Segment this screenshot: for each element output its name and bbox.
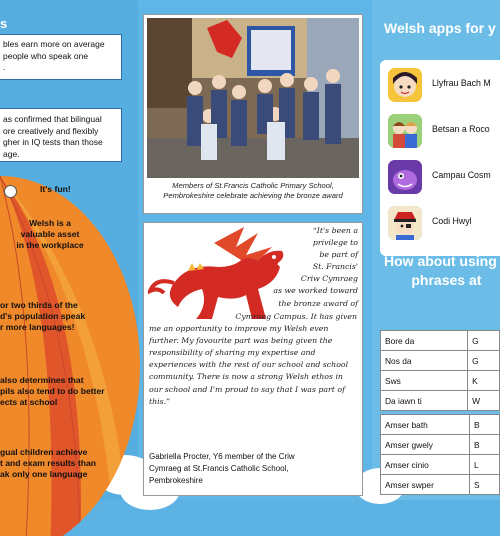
fact-line: d's population speak xyxy=(0,311,86,321)
left-column-title: s xyxy=(0,16,8,31)
quote-line: responsibility of sharing my expertise and xyxy=(149,348,316,358)
fact-line: t and exam results than xyxy=(0,458,96,468)
english-phrase: G xyxy=(468,331,500,351)
quote-line: Criw Cymraeg xyxy=(300,274,358,284)
box-line: people who speak one xyxy=(3,50,89,61)
english-phrase: L xyxy=(469,455,499,475)
welsh-phrase: Amser gwely xyxy=(381,435,470,455)
fact-line: also determines that xyxy=(0,375,84,385)
table-row xyxy=(381,391,500,411)
welsh-phrase: Da iawn ti xyxy=(381,391,468,411)
title-line: phrases at xyxy=(411,272,482,288)
box-line: as confirmed that bilingual xyxy=(3,114,102,124)
bilingual-earnings-box xyxy=(0,34,122,80)
quote-line: me an opportunity to improve my Welsh even xyxy=(149,324,329,334)
box-line: ore creatively and flexibly xyxy=(3,125,99,136)
quote-line: as we worked toward xyxy=(273,286,358,296)
box-line: . xyxy=(3,62,6,72)
phrases-title xyxy=(384,252,497,290)
results-fact xyxy=(0,447,96,480)
fact-line: Welsh is a xyxy=(29,218,71,228)
english-phrase: W xyxy=(468,391,500,411)
credit-line: Cymraeg at St.Francis Catholic School, xyxy=(149,464,289,473)
quote-line: community. There is now a strong Welsh ethos in xyxy=(149,372,343,382)
quote-credit xyxy=(149,451,357,487)
caption-line: Members of St.Francis Catholic Primary School, xyxy=(172,181,334,190)
quote-line: the bronze award of xyxy=(278,298,358,308)
welsh-phrase: Amser bath xyxy=(381,415,470,435)
population-fact xyxy=(0,300,85,333)
credit-line: Pembrokeshire xyxy=(149,476,203,485)
english-phrase: K xyxy=(468,371,500,391)
fact-line: gual children achieve xyxy=(0,447,88,457)
welsh-phrase: Bore da xyxy=(381,331,468,351)
app-name: Campau Cosm xyxy=(432,170,491,180)
fact-line: pils also tend to do better xyxy=(0,386,105,396)
pirate-icon xyxy=(388,206,422,240)
app-item[interactable] xyxy=(388,160,500,200)
fact-line: in the workplace xyxy=(16,240,84,250)
quote-line: Cymraeg Campus. It has given xyxy=(235,312,357,321)
quote-body xyxy=(149,311,357,408)
table-row xyxy=(381,455,500,475)
table-row xyxy=(381,475,500,495)
fact-line: r more languages! xyxy=(0,322,75,332)
girl-face-icon xyxy=(388,68,422,102)
table-row xyxy=(381,331,500,351)
table-row xyxy=(381,415,500,435)
title-line: How about using xyxy=(384,253,497,269)
purple-monster-icon xyxy=(388,160,422,194)
school-photo-card xyxy=(143,14,363,214)
app-item[interactable] xyxy=(388,114,500,154)
classroom-photo-icon xyxy=(147,18,359,178)
apps-title: Welsh apps for y xyxy=(384,20,496,36)
table-row xyxy=(381,351,500,371)
welsh-phrase: Sws xyxy=(381,371,468,391)
school-group-photo xyxy=(147,18,359,178)
app-item[interactable] xyxy=(388,68,500,108)
fact-line: ects at school xyxy=(0,397,58,407)
quote-line: be part of xyxy=(319,250,358,260)
fun-fact: It's fun! xyxy=(40,184,71,194)
table-row xyxy=(381,435,500,455)
box-line: age. xyxy=(3,148,20,159)
table-row xyxy=(381,371,500,391)
quote-card xyxy=(143,222,363,496)
phrases-table-routine xyxy=(380,414,500,495)
box-line: gher in IQ tests than those xyxy=(3,137,103,147)
photo-caption xyxy=(148,181,358,201)
welsh-phrase: Amser swper xyxy=(381,475,470,495)
fact-line: ak only one language xyxy=(0,469,88,479)
bullet-icon xyxy=(4,185,17,198)
english-phrase: S xyxy=(469,475,499,495)
pupils-fact xyxy=(0,375,105,408)
app-name: Betsan a Roco xyxy=(432,124,490,134)
phrases-table-everyday xyxy=(380,330,500,411)
workplace-fact xyxy=(8,218,92,251)
bilingual-iq-box xyxy=(0,108,122,162)
welsh-phrase: Amser cinio xyxy=(381,455,470,475)
english-phrase: B xyxy=(469,415,499,435)
english-phrase: G xyxy=(468,351,500,371)
quote-line: privilege to xyxy=(312,238,358,248)
credit-line: Gabriella Procter, Y6 member of the Criw xyxy=(149,452,295,461)
quote-line: “It's been a xyxy=(312,226,358,235)
app-item[interactable] xyxy=(388,206,500,246)
fact-line: or two thirds of the xyxy=(0,300,78,310)
app-name: Codi Hwyl xyxy=(432,216,472,226)
quote-line: our school and I'm proud to say that I was part of xyxy=(149,384,345,394)
welsh-phrase: Nos da xyxy=(381,351,468,371)
english-phrase: B xyxy=(469,435,499,455)
children-icon xyxy=(388,114,422,148)
quote-line: further. My favourite part was being given the xyxy=(149,336,333,346)
quote-line: this.” xyxy=(149,396,171,406)
quote-line: experiences with the rest of our school and school xyxy=(149,360,349,370)
app-name: Llyfrau Bach M xyxy=(432,78,491,88)
quote-line: St. Francis' xyxy=(312,262,358,272)
fact-line: valuable asset xyxy=(20,229,80,239)
caption-line: Pembrokeshire celebrate achieving the bronze award xyxy=(163,191,343,200)
apps-card xyxy=(380,60,500,256)
quote-intro xyxy=(256,225,358,310)
box-line: bles earn more on average xyxy=(3,39,105,49)
